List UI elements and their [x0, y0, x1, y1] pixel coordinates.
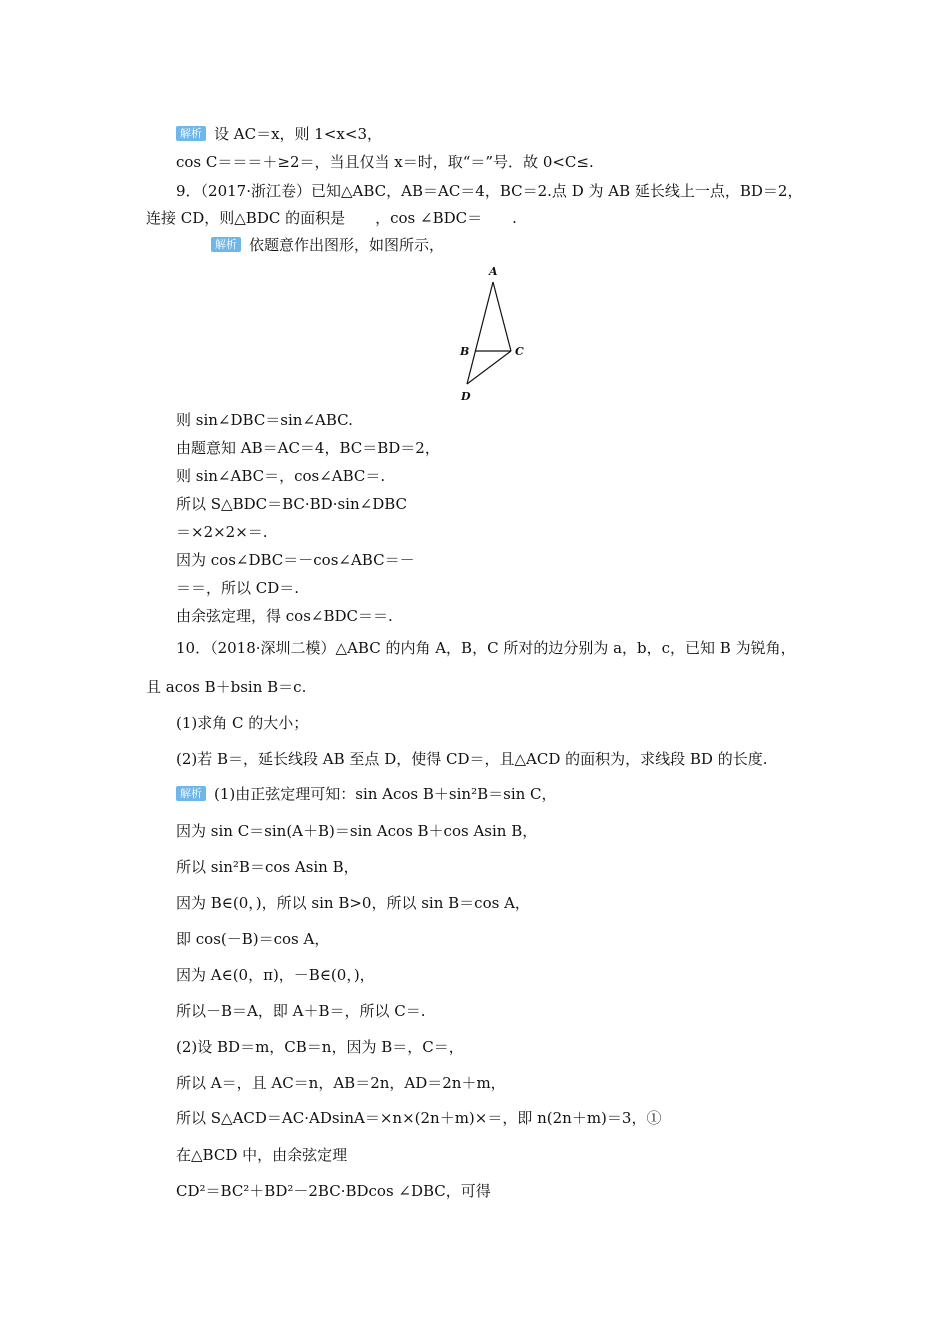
solution-9-line-1: 则 sin∠DBC＝sin∠ABC.: [176, 411, 353, 429]
solution-10-line-8: (2)设 BD＝m，CB＝n，因为 B＝，C＝，: [176, 1038, 464, 1056]
question-10-line-1: 10．（2018·深圳二模）△ABC 的内角 A，B，C 所对的边分别为 a，b，c，已知 B 为锐角，: [176, 639, 796, 657]
solution-10-line-1: 解析 (1)由正弦定理可知：sin Acos B＋sin²B＝sin C，: [176, 783, 557, 805]
solution-10-line-11: 在△BCD 中，由余弦定理: [176, 1146, 348, 1164]
solution-9-line-3: 则 sin∠ABC＝，cos∠ABC＝.: [176, 467, 386, 485]
solution-10-line-6: 因为 A∈(0，π)，－B∈(0，)，: [176, 966, 375, 984]
solution-9-line-2: 由题意知 AB＝AC＝4，BC＝BD＝2，: [176, 439, 440, 457]
triangle-figure: [455, 264, 535, 404]
solution-10-line-9: 所以 A＝，且 AC＝n，AB＝2n，AD＝2n＋m，: [176, 1074, 506, 1092]
solution-10-line-7: 所以－B＝A，即 A＋B＝，所以 C＝.: [176, 1002, 426, 1020]
solution-10-line-12: CD²＝BC²＋BD²－2BC·BDcos ∠DBC，可得: [176, 1182, 491, 1200]
segment-ac: [493, 282, 511, 351]
label-c: C: [515, 345, 524, 358]
solution-10-line-5: 即 cos(－B)＝cos A，: [176, 930, 330, 948]
solution-badge: 解析: [211, 237, 241, 252]
solution-9-line-5: ＝×2×2×＝.: [176, 523, 268, 541]
question-10-part-2: (2)若 B＝，延长线段 AB 至点 D，使得 CD＝，且△ACD 的面积为，求线段 BD 的长度.: [176, 750, 768, 768]
label-b: B: [460, 345, 470, 358]
solution-badge: 解析: [176, 786, 206, 801]
solution-badge: 解析: [176, 126, 206, 141]
solution-10-line-10: 所以 S△ACD＝AC·ADsinA＝×n×(2n＋m)×＝，即 n(2n＋m)＝3，①: [176, 1109, 662, 1127]
solution-10-line-3: 所以 sin²B＝cos Asin B，: [176, 858, 359, 876]
solution-line-2: cos C＝＝＝＋≥2＝，当且仅当 x＝时，取“＝”号．故 0<C≤.: [176, 153, 594, 171]
solution-line-1: 解析 设 AC＝x，则 1<x<3，: [176, 123, 382, 145]
segment-ad: [467, 282, 493, 384]
label-a: A: [489, 265, 498, 278]
question-9-line-2: 连接 CD，则△BDC 的面积是 ，cos ∠BDC＝ .: [146, 209, 517, 227]
question-10-line-2: 且 acos B＋bsin B＝c.: [146, 678, 307, 696]
solution-10-line-2: 因为 sin C＝sin(A＋B)＝sin Acos B＋cos Asin B，: [176, 822, 538, 840]
solution-9-line-8: 由余弦定理，得 cos∠BDC＝＝.: [176, 607, 393, 625]
label-d: D: [461, 390, 471, 403]
question-10-part-1: (1)求角 C 的大小；: [176, 714, 309, 732]
solution-10-line-4: 因为 B∈(0，)，所以 sin B>0，所以 sin B＝cos A，: [176, 894, 530, 912]
question-9-line-1: 9．（2017·浙江卷）已知△ABC，AB＝AC＝4，BC＝2.点 D 为 AB 延长线上一点，BD＝2，: [176, 182, 803, 200]
solution-9-line-4: 所以 S△BDC＝BC·BD·sin∠DBC: [176, 495, 407, 513]
solution-9-line-7: ＝＝，所以 CD＝.: [176, 579, 300, 597]
solution-9-line-6: 因为 cos∠DBC＝－cos∠ABC＝－: [176, 551, 415, 569]
solution-9-intro: 解析 依题意作出图形，如图所示，: [211, 234, 444, 256]
